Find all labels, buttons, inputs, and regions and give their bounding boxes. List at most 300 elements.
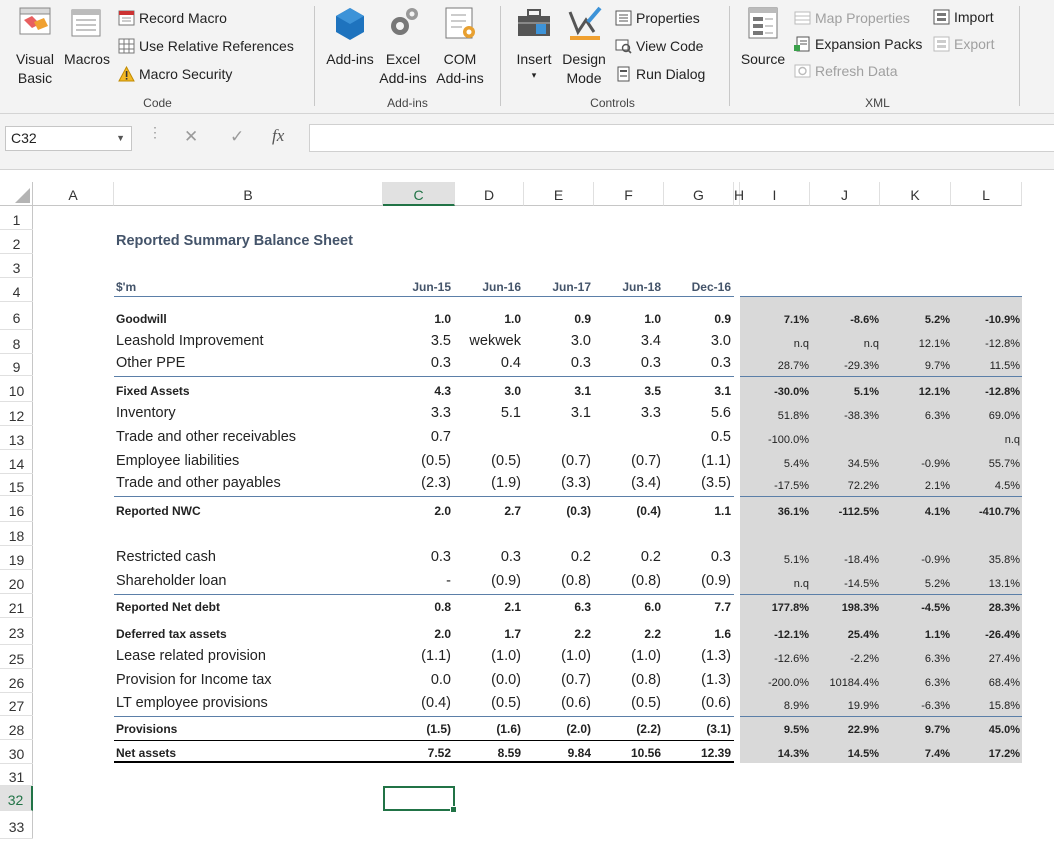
growth-cell: 2.1% <box>924 480 950 492</box>
value-cell: 3.5 <box>430 333 451 349</box>
map-properties-icon <box>794 10 811 26</box>
value-cell: 0.9 <box>714 312 731 326</box>
column-header-i[interactable]: I <box>740 182 810 206</box>
visual-basic-button[interactable] <box>10 50 60 88</box>
export-label: Export <box>954 36 995 52</box>
import-label: Import <box>954 9 994 25</box>
growth-cell: n.q <box>793 338 809 350</box>
row-header-25[interactable]: 25 <box>0 645 33 669</box>
value-cell: 5.6 <box>710 405 731 421</box>
macro-security-button[interactable] <box>118 64 232 84</box>
refresh-icon <box>794 63 811 79</box>
row-border-line <box>740 594 1022 595</box>
growth-cell: 5.1% <box>783 554 809 566</box>
line-label: Reported Net debt <box>116 600 221 614</box>
line-label: Net assets <box>116 746 177 760</box>
view-code-button[interactable] <box>615 36 703 56</box>
expansion-packs-icon <box>794 36 811 52</box>
growth-cell: -29.3% <box>844 360 879 372</box>
row-border-line <box>114 496 734 497</box>
xml-group-label: XML <box>865 96 890 110</box>
growth-cell: 10184.4% <box>829 677 879 689</box>
growth-cell: -10.9% <box>985 314 1020 326</box>
macros-icon <box>68 2 104 44</box>
column-header-d[interactable]: D <box>455 182 524 206</box>
record-macro-button[interactable] <box>118 8 227 28</box>
growth-cell: -8.6% <box>850 314 879 326</box>
warning-icon <box>118 66 135 82</box>
row-header-21[interactable]: 21 <box>0 594 33 618</box>
import-button[interactable] <box>933 7 994 27</box>
value-cell: 0.3 <box>570 355 591 371</box>
line-label: Provisions <box>116 722 178 736</box>
row-headers <box>0 206 33 839</box>
growth-cell: 15.8% <box>988 700 1020 712</box>
growth-cell: 177.8% <box>771 602 809 614</box>
value-cell: (2.2) <box>636 722 661 736</box>
growth-cell: 11.5% <box>989 360 1020 372</box>
line-label: Deferred tax assets <box>116 627 227 641</box>
value-cell: 0.0 <box>430 672 451 688</box>
value-cell: 0.3 <box>710 355 731 371</box>
value-cell: (0.0) <box>491 672 521 688</box>
line-label: Goodwill <box>116 312 167 326</box>
formula-input[interactable] <box>309 124 1054 152</box>
properties-icon <box>615 10 632 26</box>
value-cell: 1.0 <box>504 312 521 326</box>
row-header-3[interactable]: 3 <box>0 254 33 278</box>
period-header: Dec-16 <box>691 280 731 294</box>
growth-cell: 22.9% <box>847 724 879 736</box>
growth-cell: n.q <box>793 578 809 590</box>
growth-cell: 14.5% <box>847 748 879 760</box>
row-border-line <box>740 496 1022 497</box>
visual-basic-icon <box>18 2 54 44</box>
sheet-title: Reported Summary Balance Sheet <box>116 233 353 249</box>
value-cell: (0.6) <box>561 695 591 711</box>
com-addins-label: COM Add-ins <box>436 51 484 86</box>
record-macro-icon <box>118 10 135 26</box>
ribbon <box>0 0 1054 114</box>
row-header-1[interactable]: 1 <box>0 206 33 230</box>
value-cell: (0.9) <box>701 573 731 589</box>
growth-cell: 69.0% <box>988 410 1020 422</box>
cancel-icon[interactable]: ✕ <box>184 127 199 146</box>
growth-cell: 6.3% <box>924 653 950 665</box>
macro-security-label: Macro Security <box>139 66 233 82</box>
row-header-16[interactable]: 16 <box>0 496 33 522</box>
value-cell: (0.8) <box>631 672 661 688</box>
row-header-27[interactable]: 27 <box>0 693 33 716</box>
separator <box>729 6 730 106</box>
value-cell: 0.2 <box>570 549 591 565</box>
value-cell: (1.1) <box>701 453 731 469</box>
value-cell: 0.3 <box>500 549 521 565</box>
growth-cell: -12.6% <box>774 653 809 665</box>
toolbox-icon <box>516 2 552 44</box>
formula-buttons <box>148 126 308 151</box>
import-icon <box>933 9 950 25</box>
value-cell: 3.0 <box>570 333 591 349</box>
row-header-6[interactable]: 6 <box>0 302 33 330</box>
value-cell: 0.2 <box>640 549 661 565</box>
value-cell: 0.8 <box>434 600 451 614</box>
line-label: Trade and other receivables <box>116 429 297 445</box>
value-cell: 1.0 <box>434 312 451 326</box>
row-header-12[interactable]: 12 <box>0 402 33 426</box>
addins-label: Add-ins <box>326 51 374 67</box>
value-cell: 2.2 <box>644 627 661 641</box>
row-header-31[interactable]: 31 <box>0 764 33 786</box>
value-cell: (0.5) <box>491 453 521 469</box>
value-cell: (0.5) <box>631 695 661 711</box>
value-cell: 0.3 <box>710 549 731 565</box>
growth-cell: -6.3% <box>921 700 950 712</box>
row-border-line <box>114 740 734 741</box>
row-border-line <box>740 296 1022 297</box>
growth-cell: 12.1% <box>918 386 950 398</box>
growth-cell: 9.5% <box>783 724 809 736</box>
value-cell: (0.6) <box>701 695 731 711</box>
growth-cell: 6.3% <box>924 677 950 689</box>
value-cell: 2.7 <box>504 504 521 518</box>
source-label: Source <box>740 51 786 67</box>
row-header-8[interactable]: 8 <box>0 330 33 354</box>
value-cell: (0.7) <box>561 453 591 469</box>
value-cell: (3.1) <box>706 722 731 736</box>
unit-label: $'m <box>116 280 137 294</box>
growth-cell: 45.0% <box>988 724 1020 736</box>
separator <box>500 6 501 106</box>
value-cell: 0.3 <box>430 549 451 565</box>
view-code-label: View Code <box>636 38 704 54</box>
run-dialog-button[interactable] <box>615 64 705 84</box>
refresh-data-button[interactable] <box>794 61 897 81</box>
column-header-b[interactable]: B <box>114 182 383 206</box>
excel-addins-button[interactable] <box>376 50 430 88</box>
row-header-2[interactable]: 2 <box>0 230 33 254</box>
growth-cell: 5.4% <box>783 458 809 470</box>
visual-basic-label: Visual Basic <box>16 51 54 86</box>
source-button[interactable] <box>738 50 788 69</box>
value-cell: (3.5) <box>701 475 731 491</box>
period-header: Jun-15 <box>412 280 451 294</box>
value-cell: 0.3 <box>430 355 451 371</box>
growth-cell: 28.7% <box>777 360 809 372</box>
value-cell: (1.0) <box>491 648 521 664</box>
growth-cell: 25.4% <box>847 629 879 641</box>
growth-cell: 55.7% <box>988 458 1020 470</box>
name-box[interactable] <box>5 126 132 151</box>
growth-cell: 4.1% <box>924 506 950 518</box>
growth-cell: -17.5% <box>774 480 809 492</box>
name-box-value: C32 <box>11 130 37 146</box>
row-header-20[interactable]: 20 <box>0 570 33 594</box>
value-cell: (1.3) <box>701 672 731 688</box>
row-border-line <box>114 296 734 297</box>
map-properties-label: Map Properties <box>815 10 910 26</box>
growth-cell: -100.0% <box>768 434 809 446</box>
separator <box>314 6 315 106</box>
code-group-label: Code <box>143 96 172 110</box>
controls-group-label: Controls <box>590 96 635 110</box>
export-icon <box>933 36 950 52</box>
growth-cell: 34.5% <box>847 458 879 470</box>
growth-cell: -14.5% <box>844 578 879 590</box>
value-cell: (3.3) <box>561 475 591 491</box>
column-headers <box>0 182 1054 206</box>
growth-cell: 7.1% <box>783 314 809 326</box>
value-cell: 8.59 <box>497 746 521 760</box>
growth-cell: -38.3% <box>844 410 879 422</box>
value-cell: (0.8) <box>561 573 591 589</box>
value-cell: 7.7 <box>714 600 731 614</box>
growth-cell: -0.9% <box>921 458 950 470</box>
addins-button[interactable] <box>326 50 374 69</box>
value-cell: (1.6) <box>496 722 521 736</box>
growth-cell: 7.4% <box>924 748 950 760</box>
row-header-23[interactable]: 23 <box>0 618 33 645</box>
value-cell: 4.3 <box>434 384 451 398</box>
row-header-19[interactable]: 19 <box>0 546 33 570</box>
row-border-line <box>114 376 734 377</box>
line-label: Reported NWC <box>116 504 201 518</box>
value-cell: (0.4) <box>636 504 661 518</box>
growth-cell: 9.7% <box>924 360 950 372</box>
period-header: Jun-16 <box>482 280 521 294</box>
growth-cell: -410.7% <box>979 506 1020 518</box>
line-label: Fixed Assets <box>116 384 190 398</box>
value-cell: (3.4) <box>631 475 661 491</box>
growth-cell: 12.1% <box>918 338 950 350</box>
column-header-c[interactable]: C <box>383 182 455 206</box>
value-cell: 3.3 <box>640 405 661 421</box>
growth-cell: 28.3% <box>988 602 1020 614</box>
properties-button[interactable] <box>615 8 700 28</box>
value-cell: 6.3 <box>574 600 591 614</box>
growth-cell: -200.0% <box>768 677 809 689</box>
row-header-28[interactable]: 28 <box>0 716 33 740</box>
growth-cell: 198.3% <box>841 602 879 614</box>
source-icon <box>745 2 781 44</box>
growth-cell: -30.0% <box>774 386 809 398</box>
growth-cell: -12.1% <box>774 629 809 641</box>
growth-cell: n.q <box>863 338 879 350</box>
row-border-line <box>740 716 1022 717</box>
design-mode-button[interactable] <box>560 50 608 88</box>
row-border-line <box>114 716 734 717</box>
value-cell: (0.5) <box>491 695 521 711</box>
value-cell: 1.7 <box>504 627 521 641</box>
value-cell: (0.8) <box>631 573 661 589</box>
growth-cell: 9.7% <box>924 724 950 736</box>
growth-cell: 5.2% <box>924 314 950 326</box>
value-cell: 3.1 <box>714 384 731 398</box>
value-cell: 0.3 <box>640 355 661 371</box>
growth-cell: 14.3% <box>777 748 809 760</box>
growth-cell: -12.8% <box>985 386 1020 398</box>
design-mode-label: Design Mode <box>562 51 606 86</box>
value-cell: 2.0 <box>434 504 451 518</box>
growth-cell: 1.1% <box>924 629 950 641</box>
insert-label: Insert <box>516 51 552 67</box>
column-header-g[interactable]: G <box>664 182 734 206</box>
row-header-9[interactable]: 9 <box>0 354 33 376</box>
export-button[interactable] <box>933 34 994 54</box>
line-label: Inventory <box>116 405 176 421</box>
row-header-4[interactable]: 4 <box>0 278 33 302</box>
value-cell: 3.1 <box>570 405 591 421</box>
growth-cell: 8.9% <box>783 700 809 712</box>
growth-cell: -4.5% <box>921 602 950 614</box>
value-cell: (0.4) <box>421 695 451 711</box>
row-header-14[interactable]: 14 <box>0 450 33 474</box>
value-cell: (1.1) <box>421 648 451 664</box>
growth-cell: 19.9% <box>847 700 879 712</box>
period-header: Jun-18 <box>622 280 661 294</box>
line-label: Provision for Income tax <box>116 672 272 688</box>
value-cell: 3.4 <box>640 333 661 349</box>
row-header-26[interactable]: 26 <box>0 669 33 693</box>
chevron-down-icon: ▾ <box>531 70 537 80</box>
value-cell: 0.4 <box>500 355 521 371</box>
value-cell: (0.7) <box>631 453 661 469</box>
value-cell: 2.2 <box>574 627 591 641</box>
chevron-down-icon[interactable]: ▼ <box>116 133 125 143</box>
value-cell: 1.6 <box>714 627 731 641</box>
value-cell: (1.5) <box>426 722 451 736</box>
row-header-33[interactable]: 33 <box>0 811 33 839</box>
value-cell: 1.0 <box>644 312 661 326</box>
growth-cell: 36.1% <box>777 506 809 518</box>
value-cell: 12.39 <box>700 746 731 760</box>
column-header-j[interactable]: J <box>810 182 880 206</box>
value-cell: (0.5) <box>421 453 451 469</box>
value-cell: 5.1 <box>500 405 521 421</box>
row-border-line <box>740 376 1022 377</box>
gear-icon <box>386 2 422 44</box>
row-border-line <box>114 594 734 595</box>
row-header-13[interactable]: 13 <box>0 426 33 450</box>
value-cell: 3.5 <box>644 384 661 398</box>
macros-button[interactable] <box>62 50 112 69</box>
value-cell: (2.3) <box>421 475 451 491</box>
growth-cell: 72.2% <box>847 480 879 492</box>
run-dialog-icon <box>615 66 632 82</box>
line-label: Trade and other payables <box>116 475 281 491</box>
value-cell: (2.0) <box>566 722 591 736</box>
period-header: Jun-17 <box>552 280 591 294</box>
expansion-packs-label: Expansion Packs <box>815 36 923 52</box>
value-cell: (1.3) <box>701 648 731 664</box>
value-cell: 9.84 <box>567 746 591 760</box>
value-cell: (0.9) <box>491 573 521 589</box>
enter-icon[interactable]: ✓ <box>230 127 245 146</box>
record-macro-label: Record Macro <box>139 10 227 26</box>
value-cell: wekwek <box>469 333 521 349</box>
growth-cell: n.q <box>1004 434 1020 446</box>
value-cell: (0.3) <box>566 504 591 518</box>
addins-group-label: Add-ins <box>387 96 428 110</box>
macros-label: Macros <box>64 51 110 67</box>
com-addins-icon <box>442 2 478 44</box>
refresh-data-label: Refresh Data <box>815 63 898 79</box>
growth-cell: 51.8% <box>777 410 809 422</box>
line-label: Shareholder loan <box>116 573 227 589</box>
growth-cell: -2.2% <box>850 653 879 665</box>
value-cell: 0.7 <box>430 429 451 445</box>
addins-icon <box>332 2 368 44</box>
select-all-icon <box>0 182 33 206</box>
column-header-f[interactable]: F <box>594 182 664 206</box>
formula-bar-grip-icon: ⋮ <box>148 124 162 140</box>
row-header-10[interactable]: 10 <box>0 376 33 402</box>
row-header-32[interactable]: 32 <box>0 786 33 811</box>
row-header-18[interactable]: 18 <box>0 522 33 546</box>
value-cell: 6.0 <box>644 600 661 614</box>
line-label: Other PPE <box>116 355 186 371</box>
properties-label: Properties <box>636 10 700 26</box>
value-cell: (1.0) <box>561 648 591 664</box>
expansion-packs-button[interactable] <box>794 34 922 54</box>
insert-function-icon[interactable]: fx <box>272 126 285 145</box>
value-cell: (0.7) <box>561 672 591 688</box>
com-addins-button[interactable] <box>432 50 488 88</box>
value-cell: 3.1 <box>574 384 591 398</box>
value-cell: 1.1 <box>714 504 731 518</box>
growth-cell: 5.2% <box>924 578 950 590</box>
column-header-h[interactable]: H <box>734 182 740 206</box>
design-mode-icon <box>566 2 602 44</box>
growth-cell: -112.5% <box>838 506 879 518</box>
growth-cell: -0.9% <box>921 554 950 566</box>
value-cell: 3.3 <box>430 405 451 421</box>
growth-cell: 13.1% <box>988 578 1020 590</box>
value-cell: 7.52 <box>427 746 451 760</box>
value-cell: 0.9 <box>574 312 591 326</box>
growth-cell: 68.4% <box>988 677 1020 689</box>
line-label: Leashold Improvement <box>116 333 264 349</box>
relative-references-icon <box>118 38 135 54</box>
row-border-line <box>114 761 734 763</box>
growth-cell: -18.4% <box>844 554 879 566</box>
line-label: Lease related provision <box>116 648 266 664</box>
growth-cell: 35.8% <box>988 554 1020 566</box>
column-header-a[interactable]: A <box>33 182 114 206</box>
column-header-k[interactable]: K <box>880 182 951 206</box>
relative-references-label: Use Relative References <box>139 38 294 54</box>
relative-references-button[interactable] <box>118 36 294 56</box>
row-header-30[interactable]: 30 <box>0 740 33 764</box>
value-cell: 2.0 <box>434 627 451 641</box>
growth-cell: 17.2% <box>988 748 1020 760</box>
map-properties-button[interactable] <box>794 8 910 28</box>
value-cell: 2.1 <box>504 600 521 614</box>
line-label: Restricted cash <box>116 549 216 565</box>
value-cell: (1.9) <box>491 475 521 491</box>
line-label: LT employee provisions <box>116 695 268 711</box>
growth-cell: 27.4% <box>988 653 1020 665</box>
formula-bar <box>0 114 1054 170</box>
value-cell: 10.56 <box>630 746 661 760</box>
column-header-e[interactable]: E <box>524 182 594 206</box>
column-header-l[interactable]: L <box>951 182 1022 206</box>
insert-control-button[interactable] <box>512 50 556 81</box>
selected-cell[interactable] <box>383 786 455 811</box>
row-header-15[interactable]: 15 <box>0 474 33 496</box>
value-cell: - <box>446 573 451 589</box>
select-all-button[interactable] <box>0 182 33 206</box>
